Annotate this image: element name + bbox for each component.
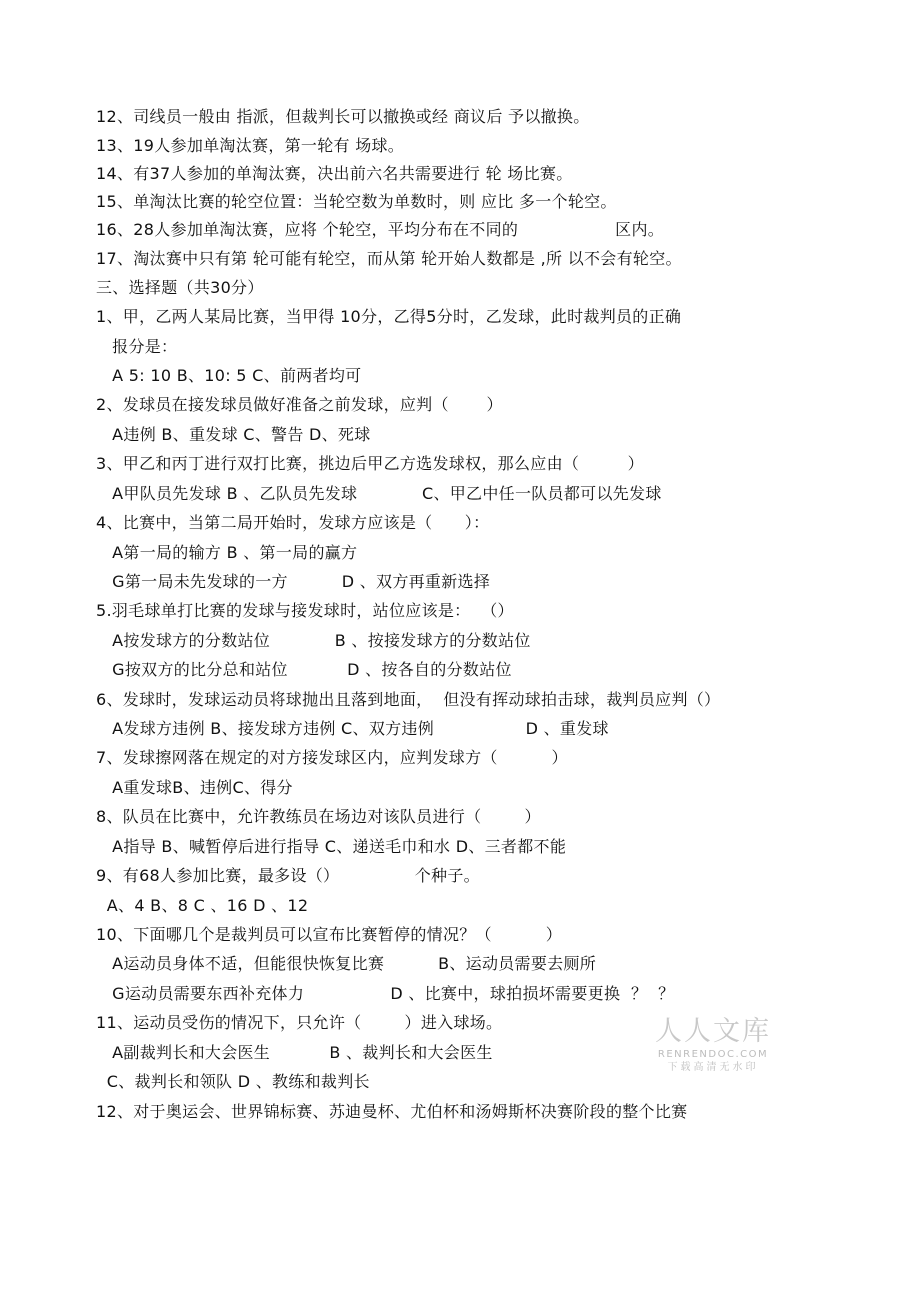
text-line-q16: 16、28人参加单淘汰赛，应将 个轮空，平均分布在不同的 区内。 <box>96 220 665 239</box>
text-line-c8-options: A指导 B、喊暂停后进行指导 C、递送毛巾和水 D、三者都不能 <box>96 837 567 856</box>
text-line-c11: 11、运动员受伤的情况下，只允许（ ）进入球场。 <box>96 1013 503 1032</box>
text-line-q13: 13、19人参加单淘汰赛，第一轮有 场球。 <box>96 136 405 155</box>
text-line-c3-options: A甲队员先发球 B 、乙队员先发球 C、甲乙中任一队员都可以先发球 <box>96 484 662 503</box>
text-line-c5-options-1: A按发球方的分数站位 B 、按接发球方的分数站位 <box>96 631 531 650</box>
text-line-c8: 8、队员在比赛中，允许教练员在场边对该队员进行（ ） <box>96 807 541 826</box>
text-line-q14: 14、有37人参加的单淘汰赛，决出前六名共需要进行 轮 场比赛。 <box>96 164 573 183</box>
text-line-c6: 6、发球时，发球运动员将球抛出且落到地面， 但没有挥动球拍击球，裁判员应判（） <box>96 690 721 709</box>
text-line-c3: 3、甲乙和丙丁进行双打比赛，挑边后甲乙方选发球权，那么应由（ ） <box>96 454 644 473</box>
watermark-title: 人人文库 <box>655 1016 771 1047</box>
text-line-c10-options-2: G运动员需要东西补充体力 D 、比赛中，球拍损坏需要更换 ？ ？ <box>96 984 675 1003</box>
text-line-c12: 12、对于奥运会、世界锦标赛、苏迪曼杯、尤伯杯和汤姆斯杯决赛阶段的整个比赛 <box>96 1102 688 1121</box>
text-line-q15: 15、单淘汰比赛的轮空位置：当轮空数为单数时，则 应比 多一个轮空。 <box>96 192 617 211</box>
text-line-c2: 2、发球员在接发球员做好准备之前发球，应判（ ） <box>96 395 503 414</box>
text-line-c5: 5.羽毛球单打比赛的发球与接发球时，站位应该是： （） <box>96 601 514 620</box>
text-line-c1-options: A 5: 10 B、10: 5 C、前两者均可 <box>96 366 362 385</box>
text-line-q12-linesman: 12、司线员一般由 指派，但裁判长可以撤换或经 商议后 予以撤换。 <box>96 107 590 126</box>
watermark-url: RENRENDOC.COM <box>657 1049 769 1060</box>
section-heading-choice: 三、选择题（共30分） <box>96 278 264 297</box>
text-line-c11-options-2: C、裁判长和领队 D 、教练和裁判长 <box>96 1072 370 1091</box>
text-line-c4-options-2: G第一局未先发球的一方 D 、双方再重新选择 <box>96 572 491 591</box>
text-line-c7-options: A重发球B、违例C、得分 <box>96 778 293 797</box>
text-line-c5-options-2: G按双方的比分总和站位 D 、按各自的分数站位 <box>96 660 512 679</box>
text-line-c10-options-1: A运动员身体不适，但能很快恢复比赛 B、运动员需要去厕所 <box>96 954 597 973</box>
text-line-c6-options: A发球方违例 B、接发球方违例 C、双方违例 D 、重发球 <box>96 719 609 738</box>
watermark-logo <box>648 1016 778 1075</box>
text-line-c9-options: A、4 B、8 C 、16 D 、12 <box>96 896 309 915</box>
text-line-c10: 10、下面哪几个是裁判员可以宣布比赛暂停的情况？（ ） <box>96 925 563 944</box>
text-line-c9: 9、有68人参加比赛，最多设（） 个种子。 <box>96 866 480 885</box>
text-line-c4-options-1: A第一局的输方 B 、第一局的赢方 <box>96 543 358 562</box>
text-line-c1-cont: 报分是： <box>96 337 178 356</box>
text-line-c2-options: A违例 B、重发球 C、警告 D、死球 <box>96 425 371 444</box>
text-line-c4: 4、比赛中，当第二局开始时，发球方应该是（ ）： <box>96 513 490 532</box>
text-line-q17: 17、淘汰赛中只有第 轮可能有轮空，而从第 轮开始人数都是 ,所 以不会有轮空。 <box>96 249 682 268</box>
text-line-c1: 1、甲，乙两人某局比赛，当甲得 10分，乙得5分时，乙发球，此时裁判员的正确 <box>96 307 682 326</box>
text-line-c11-options-1: A副裁判长和大会医生 B 、裁判长和大会医生 <box>96 1043 493 1062</box>
text-line-c7: 7、发球擦网落在规定的对方接发球区内，应判发球方（ ） <box>96 748 568 767</box>
watermark-tagline: 下载高清无水印 <box>667 1062 759 1073</box>
